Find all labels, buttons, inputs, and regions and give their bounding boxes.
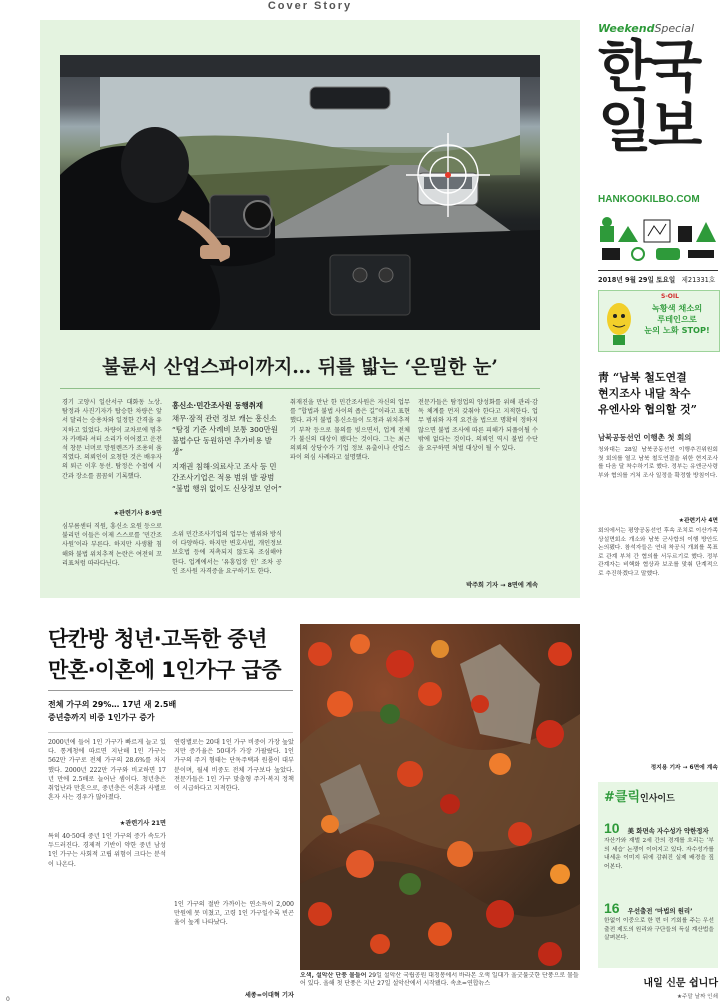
right-story-byline: 정지용 기자 → 6면에 계속 [650,765,718,771]
right-story-body2: 회의에서는 평양공동선언 후속 조치로 이산가족 상설면회소 개소와 남북 군사합의 이행 방안도 논의됐다. 참석자들은 연내 착공식 개최를 목표로 관계 부처 간 협의를 서두르기로 했다. 정부 관계자는 비핵화 협상과 보조를 맞춰 단계적으로 추진하겠다고 말했다. [598,528,718,577]
story2-article-col2-more: 1인 가구의 절반 가까이는 연소득이 2,000만원에 못 미쳤고, 고령 1인 가구일수록 빈곤율이 높게 나타났다. [174,901,294,927]
hero-article-col1-more: 심부름센터 직원, 흥신소 요원 등으로 불리던 이들은 이제 스스로를 ‘민간조사원’이라 부른다. 하지만 사생활 침해와 불법 위치추적 논란은 여전히 꼬리표처럼 따라다닌다. [62,523,162,567]
story2-byline: 세종=이대혁 기자 [244,992,294,999]
autumn-foliage-photo [300,624,580,970]
hero-sub-line: 지재권 침해·의료사고 조사 등 민간조사기업은 적용 범위 발 광범 [172,462,277,482]
inside-logo-main: #클릭 [604,790,641,805]
right-column [590,0,720,1008]
index-item[interactable] [604,818,714,897]
inside-logo-tail: 인사이드 [640,794,675,804]
weekend-label: Weekend [598,22,655,35]
issue-number: 제21331호 [681,276,716,284]
ad-brand: S-OIL [661,293,679,300]
right-story-ref: ★관련기사 4면 [678,518,718,524]
advertisement-box[interactable] [598,290,720,352]
mascot-icon [603,301,635,347]
hero-byline: 박주희 기자 → 8면에 계속 [466,582,538,589]
tomorrow-notice-sub: ★주말 날짜 인쇄 [677,994,718,1000]
hero-article-col3: 취재진을 만난 한 민간조사원은 자신의 업무를 “합법과 불법 사이의 좁은 길”이라고 표현했다. 과거 불법 흥신소들이 도청과 위치추적기 부착 등으로 물의를 빚으면서, 업계 전체가 불신의 대상이 됐다는 것이다. 그는 최근 의뢰의 상당수가 기업 정보 유출이나 산업스파이 의심 사례라고 설명했다. [290,399,410,462]
hero-sub-line: “불법 행위 없이도 신상정보 얻어” [172,484,282,493]
hero-subheadline-box [172,400,282,518]
masthead-line1: 한국 [598,35,699,100]
right-story-body: 청와대는 28일 남북공동선언 이행추진위원회 첫 회의를 열고 남북 철도연결을 위한 현지조사를 다음 달 착수하기로 했다. 정부는 유엔군사령부와 협의를 거쳐 조사 일정을 확정할 방침이다. [598,447,718,479]
cover-story-label: Cover Story [267,0,353,12]
ad-line: 루테인으로 [657,314,697,324]
masthead-illustration [598,212,718,264]
story2-headline-line2: 만혼·이혼에 1인가구 급증 [48,658,282,682]
index-page-number: 16 [604,900,620,916]
index-item[interactable] [604,898,714,967]
inside-index-box [598,782,718,968]
right-headline-line: 靑 “남북 철도연결 [598,371,687,384]
photo-caption [300,972,580,1002]
right-story-subheadline: 남북공동선언 이행촌 첫 회의 [598,433,692,442]
page-number: 0 [6,996,10,1003]
index-title: 우선출전 ‘마법의 원리’ [627,907,693,915]
divider [48,732,293,733]
right-headline-line: 유엔사와 협의할 것” [598,403,697,416]
index-desc: 한없이 이중으로 한 번 더 기회를 주는 우선출전 제도의 원리와 구단들의 득실 계산법을 살펴본다. [604,918,714,942]
index-page-number: 10 [604,820,620,836]
masthead-logo [598,35,716,160]
masthead-line2: 일보 [598,95,699,160]
hero-headline: 불륜서 산업스파이까지… 뒤를 밟는 ‘은밀한 눈’ [102,356,498,378]
special-label: Special [654,22,695,35]
index-title: 美 화면속 자수성가 약한정자 [627,827,709,835]
index-desc: 자산가와 재벌 2세 간의 경계를 흐리는 ‘부의 세습’ 논쟁이 이어지고 있다. 자수성가를 내세운 이미지 뒤에 감춰진 실제 배경을 짚어본다. [604,838,714,870]
divider [60,388,540,389]
ad-line: 녹황색 채소의 [651,303,703,313]
story2-related-ref: ★관련기사 21면 [119,820,166,827]
hero-sub-line: 채무·잠적 관련 정보 캐는 흥신소 [172,414,277,423]
hero-article-col2: 소위 민간조사기업의 업무는 범위와 방식이 다양하다. 하지만 변호사법, 개인정보보호법 등에 저촉되지 않도록 조심해야 한다. 업계에서는 ‘유흥업장 인’ 조차 공인 조사원 자격증을 요구하기도 한다. [172,531,282,575]
hero-photo [60,55,540,330]
ad-copy [637,303,717,336]
story2-article-col1-more: 특히 40·50대 중년 1인 가구의 증가 속도가 두드러진다. 경제적 기반이 약한 중년 남성 1인 가구는 사회적 고립 위험이 크다는 분석이 나온다. [48,833,166,868]
hero-article-col1: 경기 고양시 일산서구 대화동 노상. 탐정과 사진기자가 탑승한 차량은 앞서 달리는 승용차와 일정한 간격을 유지하고 있었다. 차량이 교차로에 멈추자 카메라 셔터 소리가 이어졌고 운전석 창문 너머로 망원렌즈가 조용히 움직였다. 의뢰인이 요청한 것은 배우자의 퇴근 이후 동선. 탐정은 수첩에 시간과 장소를 꼼꼼히 기록했다. [62,399,162,480]
right-headline-line: 현지조사 내달 착수 [598,387,691,400]
ad-line: 눈의 노화 STOP! [644,325,710,335]
hero-sub-label: 흥신소·민간조사원 동행취재 [172,401,264,410]
divider [598,270,718,271]
hero-sub-line: “탐정 기준 사례비 보통 300만원 불법수단 동원하면 추가비용 발생” [172,425,278,456]
hero-article-col4: 전문가들은 탐정업의 양성화를 위해 관리·감독 체계를 먼저 갖춰야 한다고 지적한다. 업무 범위와 자격 요건을 법으로 명확히 정하지 않으면 불법 조사에 따른 피해가 되풀이될 수밖에 없다는 것이다. 의뢰인 역시 불법 수단을 요구하면 처벌 대상이 될 수 있다. [418,399,538,453]
photo-caption-title: 오색, 설악산 단풍 물들어 [300,972,367,979]
story2-headline-line1: 단칸방 청년·고독한 중년 [48,627,267,651]
divider [48,690,293,691]
hero-related-ref: ★관련기사 8·9면 [113,510,162,517]
story2-article-col1: 2000년에 들어 1인 가구가 빠르게 늘고 있다. 통계청에 따르면 지난해 1인 가구는 562만 가구로 전체 가구의 28.6%를 차지했다. 2000년 222만 가구와 비교하면 17년 만에 2.5배로 늘어난 셈이다. 청년층은 취업난과 만혼으로, 중년층은 이혼과 사별로 혼자 사는 경우가 많아졌다. [48,739,166,802]
story2-subheadline [48,698,293,724]
issue-date: 2018년 9월 29일 토요일 [598,276,676,284]
story2-article-col2: 연령별로는 20대 1인 가구 비중이 가장 높았지만 증가율은 50대가 가장 가팔랐다. 1인 가구의 주거 형태는 단독주택과 원룸이 대부분이며, 월세 비중도 전체 가구보다 높았다. 전문가들은 1인 가구 맞춤형 주거·복지 정책이 시급하다고 지적한다. [174,739,294,793]
right-story-headline [598,370,718,418]
site-url[interactable]: HANKOOKILBO.COM [598,194,700,205]
story2-sub-line2: 중년층까지 비중 1인가구 증가 [48,713,155,722]
tomorrow-notice: 내일 신문 쉽니다 [643,978,718,989]
photo-caption-text: 29일 설악산 국립공원 대청봉에서 바라본 오색 일대가 울긋불긋한 단풍으로 물들어 있다. 올해 첫 단풍은 지난 27일 설악산에서 시작됐다. 속초=연합뉴스 [300,972,579,987]
inside-logo [604,786,675,805]
weekend-special-label [598,22,716,35]
date-line [598,274,718,284]
story2-sub-line1: 전체 가구의 29%… 17년 새 2.5배 [48,700,177,709]
